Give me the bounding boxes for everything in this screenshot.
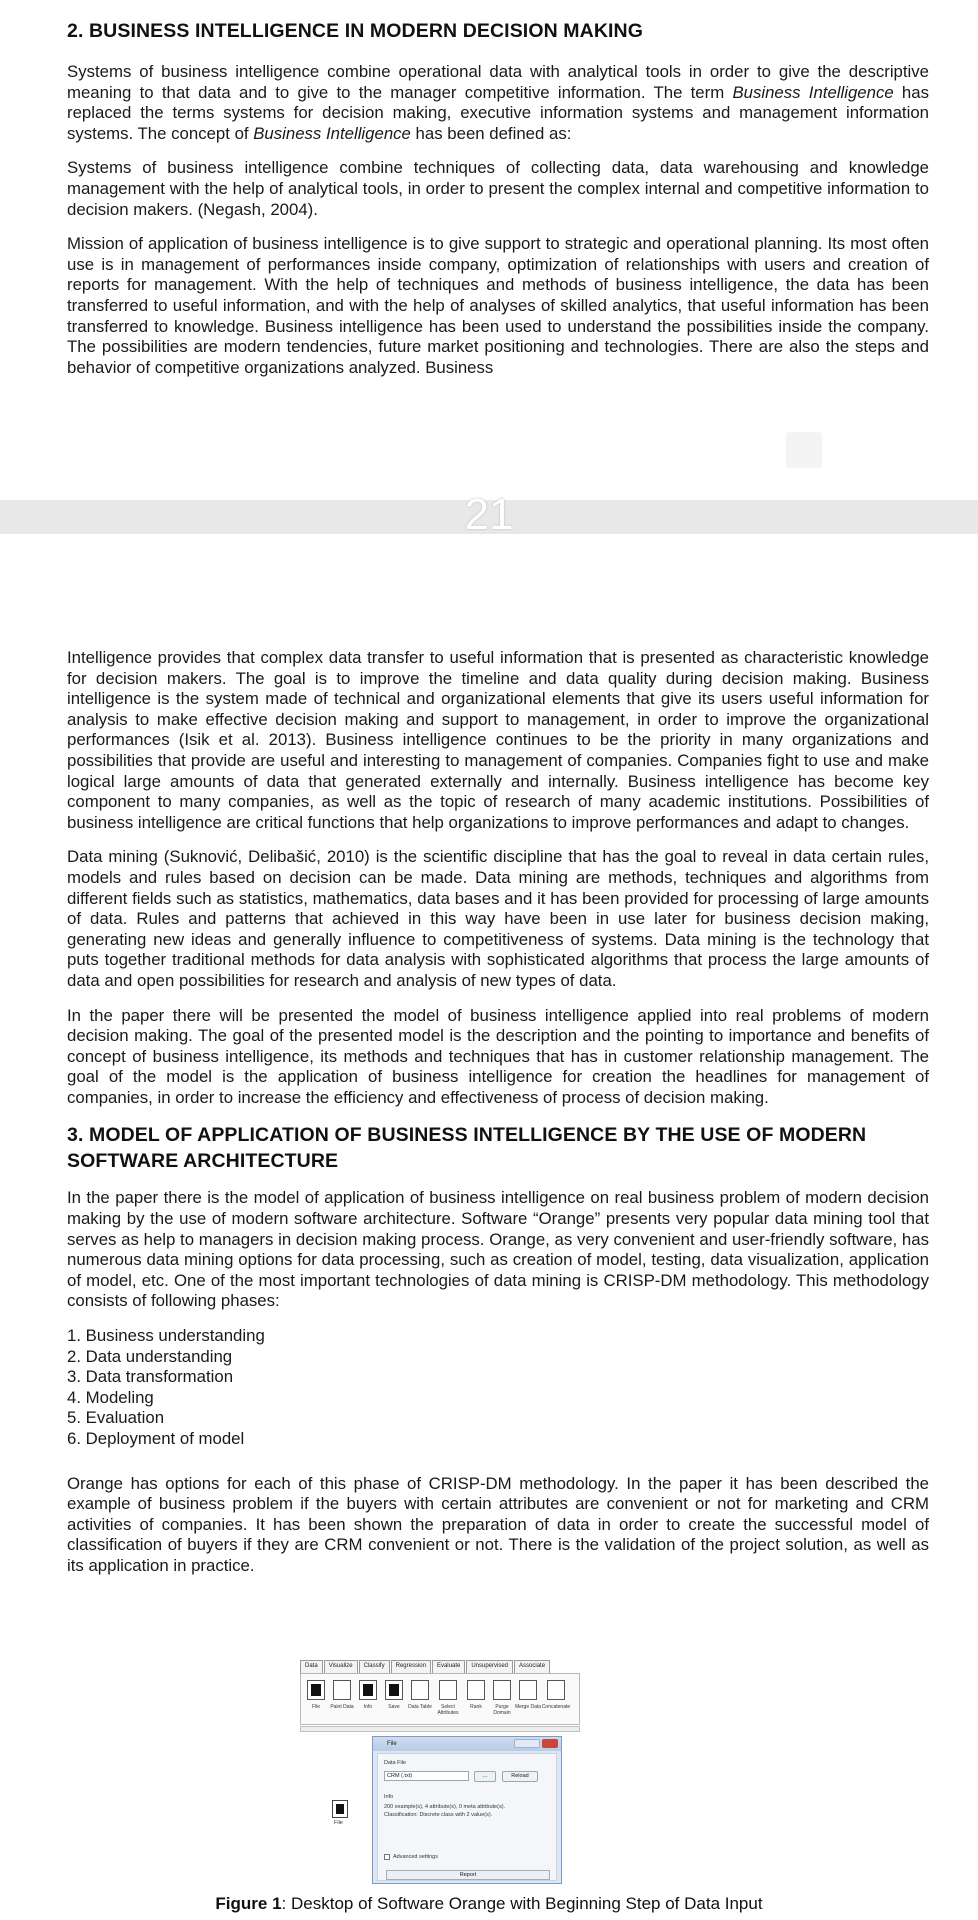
info-label: Info xyxy=(384,1794,394,1800)
browse-button[interactable]: ... xyxy=(474,1771,496,1782)
merge-data-icon[interactable] xyxy=(519,1680,537,1700)
tab-regression[interactable]: Regression xyxy=(391,1660,431,1673)
widget-toolbar xyxy=(300,1673,580,1725)
dialog-body xyxy=(377,1753,557,1881)
phase-item: 2. Data understanding xyxy=(67,1346,233,1366)
paragraph-2: Systems of business intelligence combine techniques of collecting data, data warehousing and knowledge management with the help of analytical tools, in order to present the complex internal and competitive information to decision makers. (Negash, 2004). xyxy=(67,158,929,219)
canvas-file-label: File xyxy=(334,1820,343,1826)
crisp-dm-phases xyxy=(67,1326,929,1450)
paragraph-8: Orange has options for each of this phase of CRISP-DM methodology. In the paper it has been described the example of business problem if the buyers with certain attributes are convenient or not for marketing and CRM activities of companies. It has been shown the preparation of data in order to create the successful model of classification of buyers if they are CRM convenient or not. There is the validation of the project solution, as well as its application in practice. xyxy=(67,1473,929,1575)
phase-item: 5. Evaluation xyxy=(67,1408,165,1428)
report-button[interactable]: Report xyxy=(386,1870,550,1880)
phase-item: 4. Modeling xyxy=(67,1387,154,1407)
reload-button[interactable]: Reload xyxy=(502,1771,538,1782)
paragraph-4: Intelligence provides that complex data transfer to useful information that is presented as characteristic knowledge for decision makers. The goal is to improve the timeline and data quality during decision making. Business intelligence is the system made of technical and organizational elements that give its users useful information for analysis to make effective decision making and support to management, in order to improve the organizational performances (Isik et al. 2013). Business intelligence continues to be the priority in many organizations and possibilities that provide are useful and interesting to management of companies. Companies fight to use and make logical large amounts of data that generated externally and internally. Business intelligence has become key component to many companies, as well as the topic of research of many academic institutions. Possibilities of business intelligence are critical functions that help organizations to improve performances and adapt to changes. xyxy=(67,648,929,832)
file-dialog xyxy=(372,1736,562,1884)
close-icon[interactable] xyxy=(542,1739,558,1748)
figure-caption: Figure 1: Desktop of Software Orange with Beginning Step of Data Input xyxy=(215,1894,763,1913)
tab-data[interactable]: Data xyxy=(300,1660,323,1673)
rank-icon[interactable] xyxy=(467,1680,485,1700)
paint-data-icon[interactable] xyxy=(333,1680,351,1700)
paragraph-6: In the paper there will be presented the model of business intelligence applied into real problems of modern decision making. The goal of the presented model is the description and the pointing to importance and benefits of concept of business intelligence, its methods and techniques that has in customer relationship management. The goal of the model is the application of business intelligence for creation the headlines for management of companies, in order to increase the efficiency and effectiveness of process of decision making. xyxy=(67,1005,929,1107)
toolbar-label: Save xyxy=(388,1704,400,1710)
widget-tab-bar xyxy=(300,1660,580,1673)
section3-heading: 3. MODEL OF APPLICATION OF BUSINESS INTELLIGENCE BY THE USE OF MODERN SOFTWARE ARCHITECTURE xyxy=(67,1124,867,1173)
tab-unsupervised[interactable]: Unsupervised xyxy=(466,1660,513,1673)
toolbar-label: Merge Data xyxy=(514,1704,542,1710)
dialog-title: File xyxy=(373,1737,561,1751)
paragraph-1: Systems of business intelligence combine operational data with analytical tools in order to give the descriptive meaning to that data and to give to the manager competitive information. The term Business Intelligence has replaced the terms systems for decision making, executive information systems and management information systems. The concept of Business Intelligence has been defined as: xyxy=(67,62,929,143)
toolbar-label: Select Attributes xyxy=(437,1704,459,1716)
select-attributes-icon[interactable] xyxy=(439,1680,457,1700)
save-icon[interactable] xyxy=(385,1680,403,1700)
data-file-label: Data File xyxy=(384,1760,407,1766)
tab-evaluate[interactable]: Evaluate xyxy=(432,1660,465,1673)
file-widget-icon[interactable] xyxy=(307,1680,325,1700)
tab-visualize[interactable]: Visualize xyxy=(324,1660,358,1673)
phase-item: 3. Data transformation xyxy=(67,1367,234,1387)
figure-1-orange-screenshot xyxy=(300,1660,580,1885)
tab-classify[interactable]: Classify xyxy=(359,1660,390,1673)
toolbar-label: Concatenate xyxy=(541,1704,571,1710)
page-bottom-content xyxy=(67,648,929,1577)
paragraph-5: Data mining (Suknović, Delibašić, 2010) is the scientific discipline that has the goal to reveal in data certain rules, models and rules based on decision can be made. Data mining are methods, techniques and algorithms from different fields such as statistics, mathematics, data bases and it has been provided for processing of large amounts of data. Rules and patterns that achieved in this way have been in use later for business decision making, generating new ideas and generally influence to competitiveness of systems. Data mining is the technology that puts together traditional methods for data analysis with sophisticated algorithms that process the large amounts of data and open possibilities for research and analysis of new types of data. xyxy=(67,847,929,990)
info-line-1: 200 example(s), 4 attribute(s), 0 meta attribute(s). xyxy=(384,1804,506,1810)
purge-domain-icon[interactable] xyxy=(493,1680,511,1700)
page-top xyxy=(0,0,978,500)
advanced-settings-label: Advanced settings xyxy=(393,1854,438,1860)
scan-artifact xyxy=(786,432,822,468)
canvas-file-widget[interactable] xyxy=(332,1800,348,1818)
info-icon[interactable] xyxy=(359,1680,377,1700)
page-number: 21 xyxy=(464,490,514,539)
window-controls[interactable] xyxy=(514,1739,540,1748)
paragraph-3: Mission of application of business intelligence is to give support to strategic and operational planning. Its most often use is in management of performances inside company, optimization of relationships with users and creation of reports for management. With the help of techniques and methods of business intelligence, the data has been transferred to useful information, and with the help of analyses of skilled analytics, that useful information has been transferred to knowledge. Business intelligence has been used to understand the possibilities inside the company. The possibilities are modern tendencies, future market positioning and technologies. There are also the steps and behavior of competitive organizations analyzed. Business xyxy=(67,234,929,377)
section2-heading: 2. BUSINESS INTELLIGENCE IN MODERN DECISION MAKING xyxy=(67,20,643,42)
toolbar-label: Rank xyxy=(470,1704,482,1710)
tab-associate[interactable]: Associate xyxy=(514,1660,550,1673)
toolbar-label: Purge Domain xyxy=(493,1704,511,1716)
toolbar-label: Info xyxy=(363,1704,373,1710)
phase-item: 1. Business understanding xyxy=(67,1326,265,1346)
data-table-icon[interactable] xyxy=(411,1680,429,1700)
advanced-settings-checkbox[interactable] xyxy=(384,1854,390,1860)
section2 xyxy=(67,18,929,378)
toolbar-label: Paint Data xyxy=(330,1704,354,1710)
info-line-2: Classification: Discrete class with 2 value(s). xyxy=(384,1812,493,1818)
paragraph-7: In the paper there is the model of application of business intelligence on real business problem of modern decision making by the use of modern software architecture. Software “Orange” presents very popular data mining tool that serves as help to managers in decision making process. Orange, as very convenient and user-friendly software, has numerous data mining options for data processing, such as creation of model, testing, data visualization, application of model, etc. One of the most important technologies of data mining is CRISP-DM methodology. This methodology consists of following phases: xyxy=(67,1188,929,1311)
toolbar-label: File xyxy=(311,1704,321,1710)
toolbar-scrollbar[interactable] xyxy=(300,1726,580,1732)
toolbar-label: Data Table xyxy=(408,1704,432,1710)
file-select[interactable]: CRM (.txt) xyxy=(384,1771,469,1781)
phase-item: 6. Deployment of model xyxy=(67,1429,245,1448)
concatenate-icon[interactable] xyxy=(547,1680,565,1700)
